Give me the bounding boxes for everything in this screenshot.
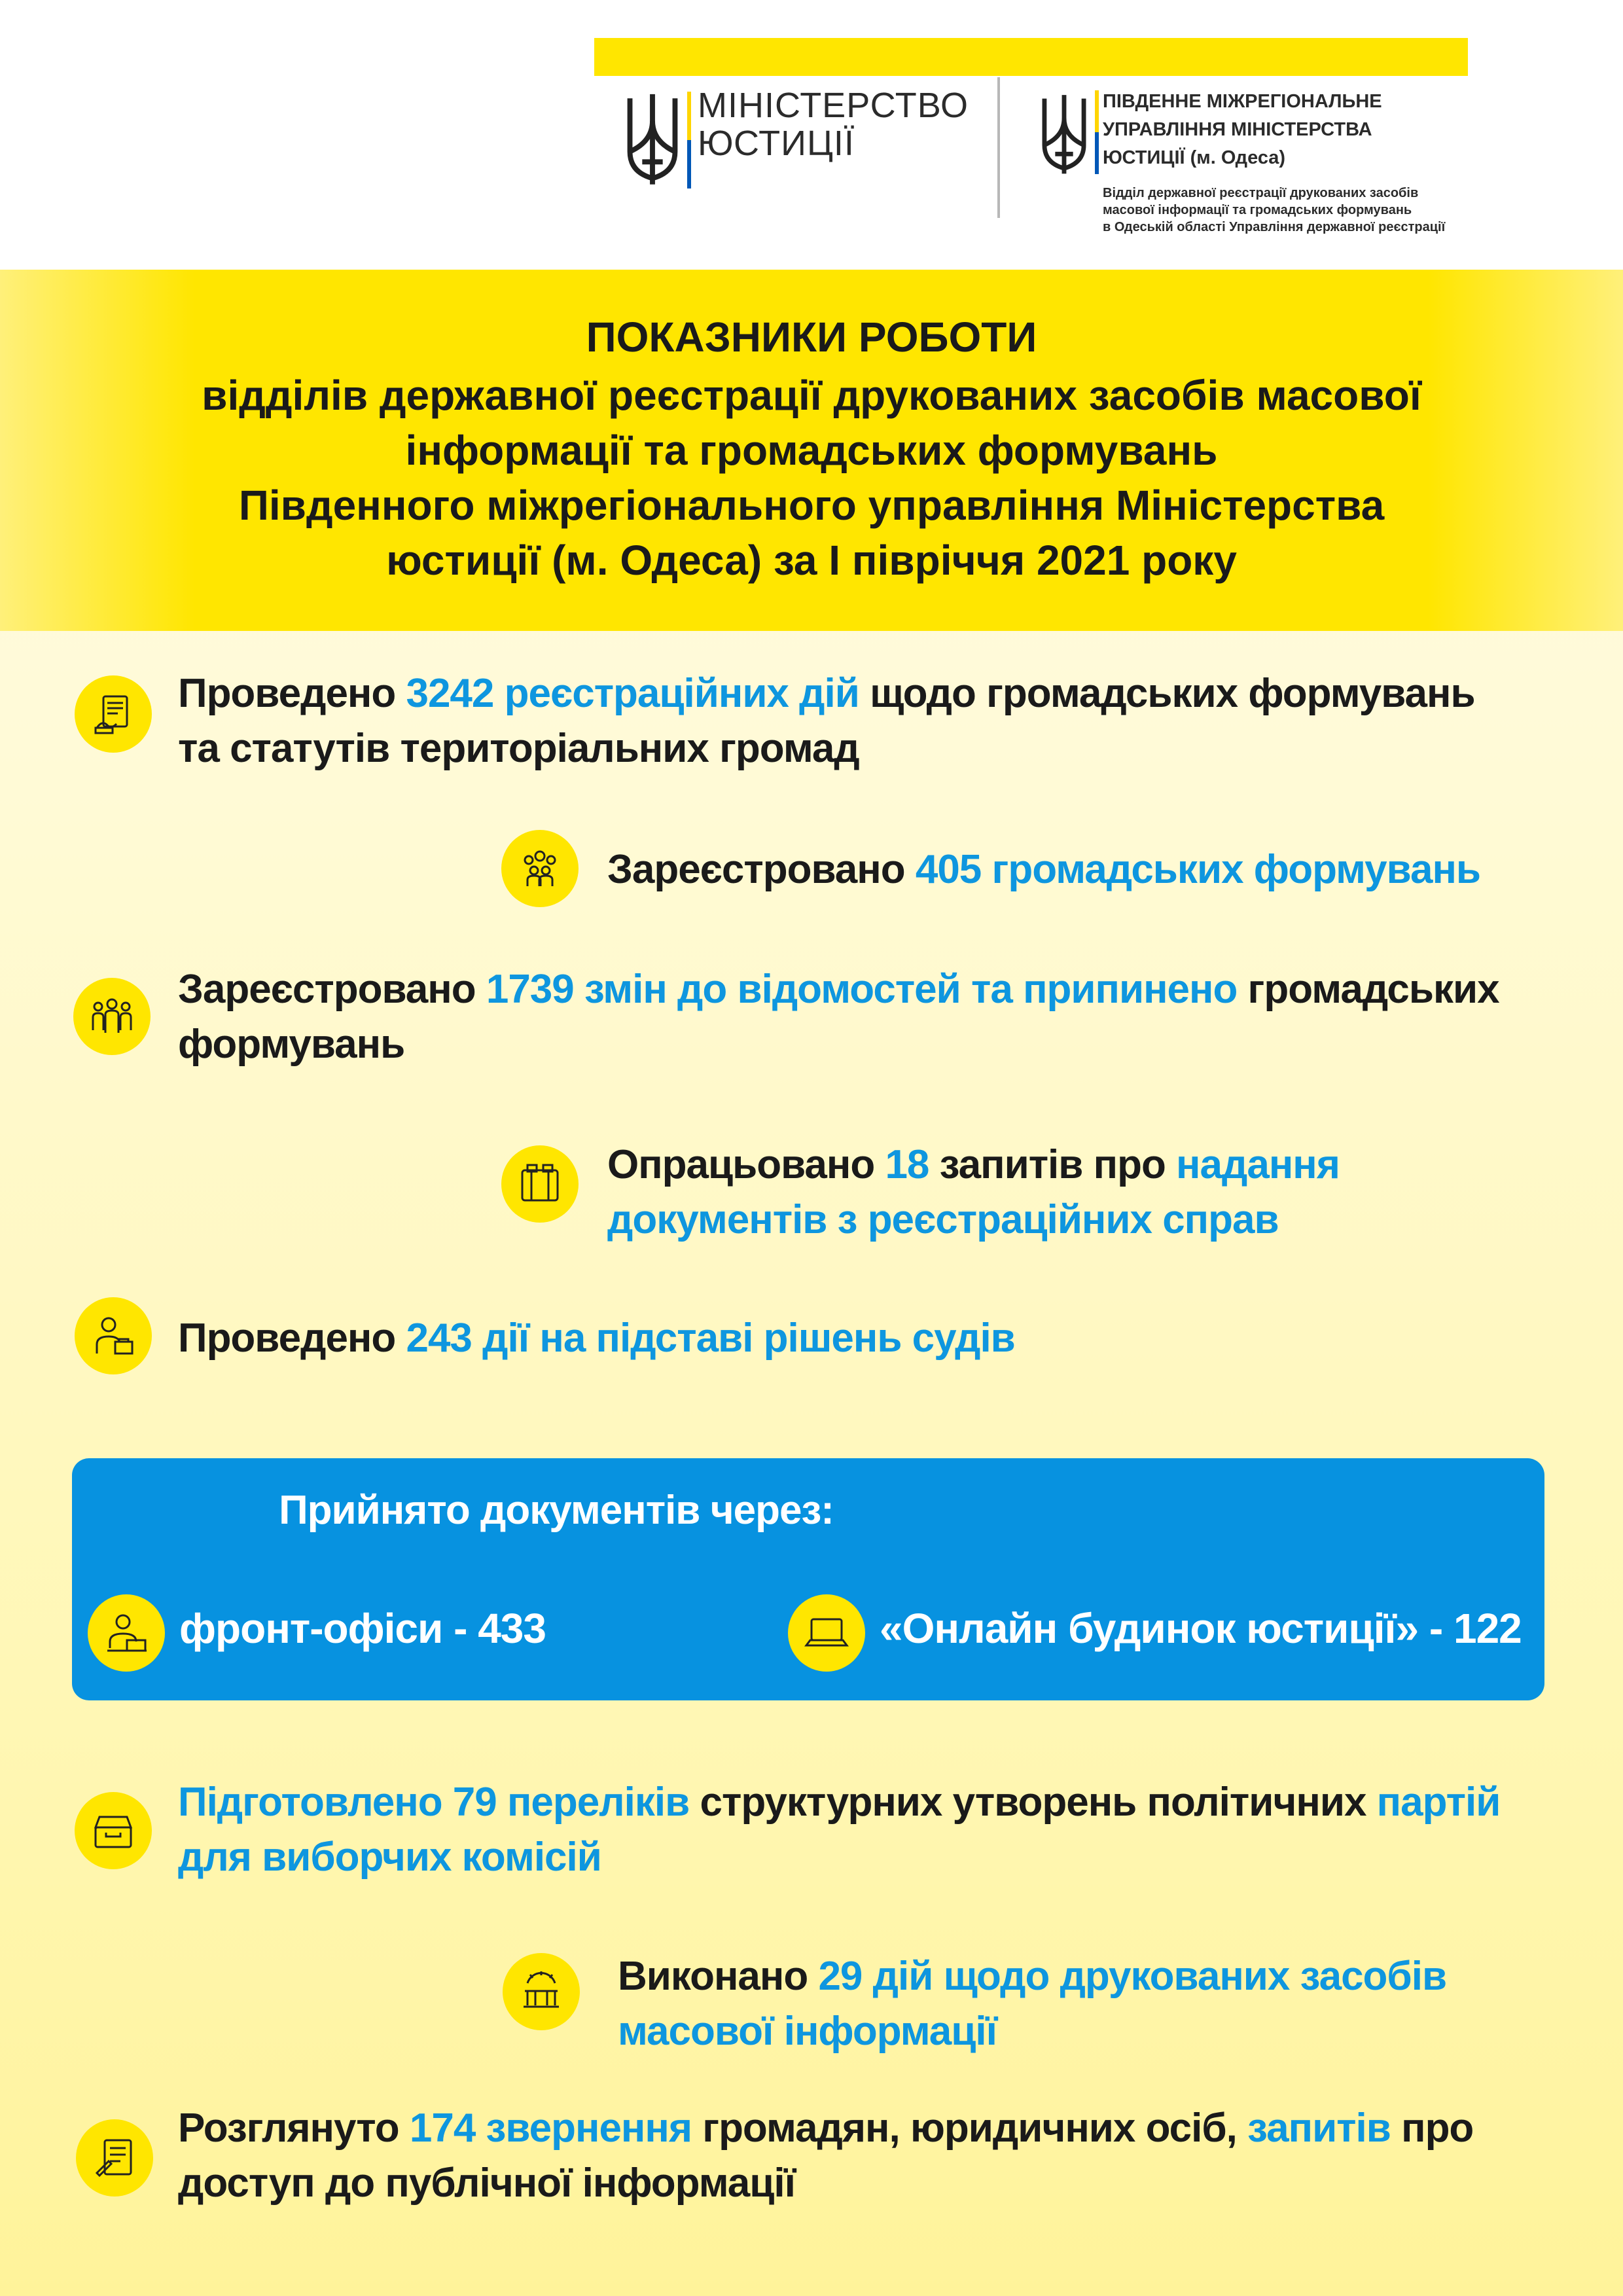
stat-court-actions: Проведено 243 дії на підставі рішень судів — [178, 1316, 1015, 1361]
stat-print-media: Виконано 29 дій щодо друкованих засобів масової інформації — [618, 1954, 1447, 2054]
page-subtitle: відділів державної реєстрації друкованих засобів масової інформації та громадських формувань Південного міжрегіонального управління Міністерства юстиції (м. Одеса) за І півріччя 2021 року — [202, 372, 1421, 584]
judge-icon — [75, 1297, 152, 1374]
flag-yellow — [687, 92, 691, 140]
folders-icon — [501, 1145, 579, 1223]
people-group-icon — [501, 830, 579, 907]
title-band — [0, 270, 1623, 631]
header-yellow-strip — [594, 38, 1468, 76]
page-title: ПОКАЗНИКИ РОБОТИ — [586, 314, 1037, 361]
team-icon — [73, 978, 151, 1055]
department-name: ПІВДЕННЕ МІЖРЕГІОНАЛЬНЕ УПРАВЛІННЯ МІНІСТЕРСТВА ЮСТИЦІЇ (м. Одеса) — [1103, 91, 1382, 168]
ministry-name: МІНІСТЕРСТВО ЮСТИЦІЇ — [698, 86, 969, 163]
flag-yellow — [1095, 90, 1099, 132]
online-justice-count: «Онлайн будинок юстиції» - 122 — [880, 1605, 1522, 1652]
stat-registered-changes: Зареєстровано 1739 змін до відомостей та припинено громадських формувань — [178, 967, 1499, 1067]
front-offices-count: фронт-офіси - 433 — [179, 1605, 546, 1652]
flag-blue — [687, 140, 691, 188]
department-subtitle: Відділ державної реєстрації друкованих засобів масової інформації та громадських формувань в Одеській області Управління державної реєстрації — [1103, 186, 1446, 234]
flag-blue — [1095, 132, 1099, 174]
stat-citizen-requests: Розглянуто 174 звернення громадян, юридичних осіб, запитів про доступ до публічної інформації — [178, 2106, 1474, 2206]
laptop-icon — [788, 1594, 865, 1672]
documents-heading: Прийнято документів через: — [279, 1488, 834, 1533]
document-sign-icon — [75, 675, 152, 753]
letter-icon — [76, 2119, 153, 2197]
front-office-icon — [88, 1594, 165, 1672]
header-divider — [997, 77, 1000, 218]
stat-processed-requests: Опрацьовано 18 запитів про надання документів з реєстраційних справ — [607, 1142, 1340, 1242]
stat-party-lists: Підготовлено 79 переліків структурних утворень політичних партій для виборчих комісій — [178, 1780, 1501, 1880]
stat-registered-formations: Зареєстровано 405 громадських формувань — [607, 847, 1481, 892]
stat-registration-actions: Проведено 3242 реєстраційних дій щодо громадських формувань та статутів територіальних громад — [178, 671, 1475, 771]
department-logo — [1037, 84, 1469, 241]
trident-icon — [622, 89, 683, 194]
archive-box-icon — [75, 1792, 152, 1869]
ministry-logo — [622, 84, 975, 202]
newspaper-building-icon — [503, 1953, 580, 2030]
documents-received-box — [72, 1458, 1544, 1700]
trident-icon — [1037, 90, 1091, 182]
